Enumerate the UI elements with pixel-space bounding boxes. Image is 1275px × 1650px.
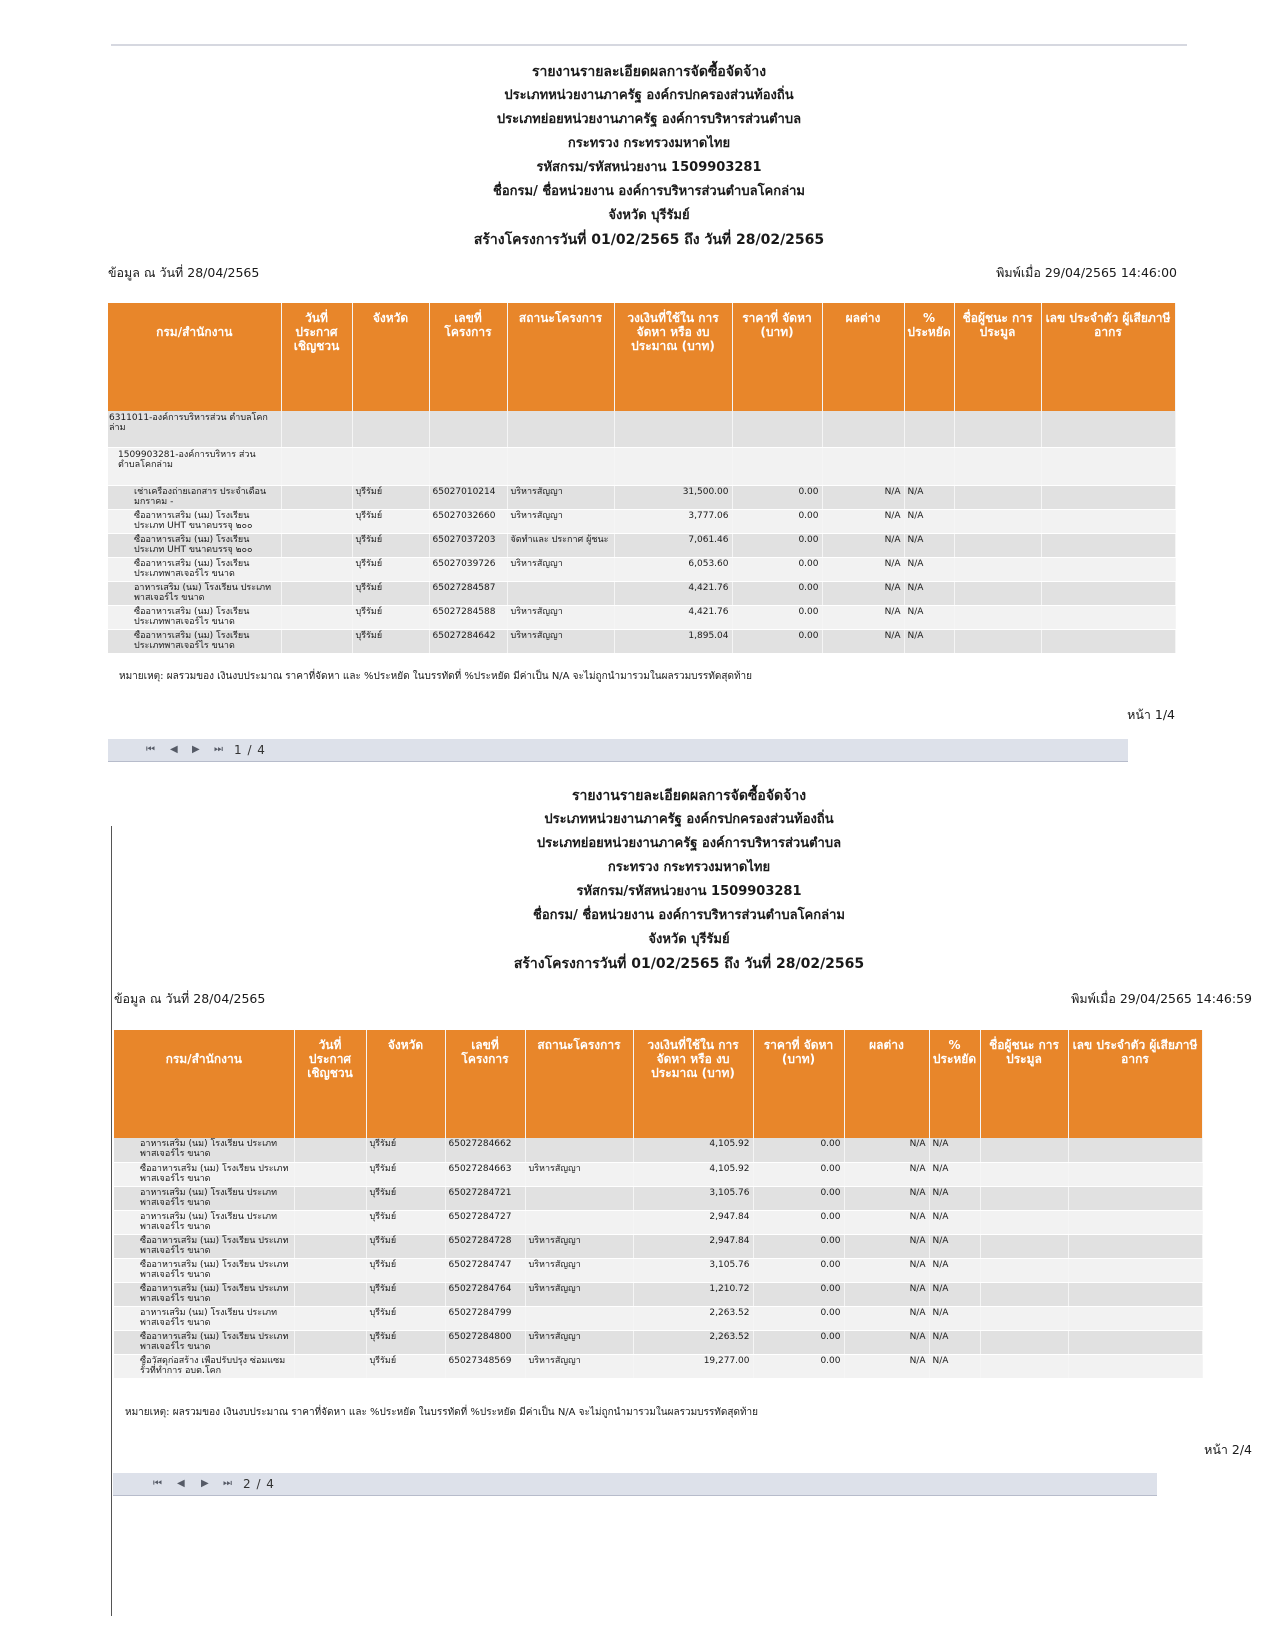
cell-winner <box>980 1306 1068 1330</box>
cell-province: บุรีรัมย์ <box>366 1138 445 1162</box>
data-as-of: ข้อมูล ณ วันที่ 28/04/2565 <box>114 991 266 1006</box>
results-table <box>108 303 1176 654</box>
cell-project-no: 65027284747 <box>445 1258 525 1282</box>
cell-diff: N/A <box>844 1282 929 1306</box>
cell-project-no <box>429 411 507 447</box>
cell-winner <box>954 485 1041 509</box>
cell-budget: 1,210.72 <box>633 1282 753 1306</box>
page-indicator: 2 / 4 <box>243 1477 275 1491</box>
cell-price: 0.00 <box>732 581 822 605</box>
cell-status <box>525 1210 633 1234</box>
cell-dept: อาหารเสริม (นม) โรงเรียน ประเภทพาสเจอร์ไร ขนาด <box>108 581 281 605</box>
cell-winner <box>980 1210 1068 1234</box>
next-page-icon[interactable]: ▶ <box>192 744 200 755</box>
table-header-row <box>114 1030 1202 1138</box>
results-table <box>114 1030 1203 1379</box>
cell-province: บุรีรัมย์ <box>352 485 429 509</box>
cell-dept: ซื้อวัสดุก่อสร้าง เพื่อปรับปรุง ซ่อมแซมรั้วที่ทำการ อบต.โคก <box>114 1354 294 1378</box>
cell-dept: ซื้ออาหารเสริม (นม) โรงเรียน ประเภทพาสเจอร์ไร ขนาด <box>114 1234 294 1258</box>
col-taxid: เลข ประจำตัว ผู้เสียภาษี อากร <box>1041 303 1175 411</box>
table-row <box>114 1138 1202 1162</box>
cell-pct-saved: N/A <box>904 557 954 581</box>
cell-winner <box>954 581 1041 605</box>
date-range: สร้างโครงการวันที่ 01/02/2565 ถึง วันที่ 28/02/2565 <box>473 232 825 248</box>
col-project-no: เลขที่ โครงการ <box>445 1030 525 1138</box>
page-number: หน้า 1/4 <box>1127 707 1175 722</box>
cell-announce-date <box>281 581 352 605</box>
col-diff: ผลต่าง <box>844 1030 929 1138</box>
col-project-no: เลขที่ โครงการ <box>429 303 507 411</box>
footnote: หมายเหตุ: ผลรวมของ เงินงบประมาณ ราคาที่จัดหา และ %ประหยัด ในบรรทัดที่ %ประหยัด มีค่าเป็น N/A จะไม่ถูกนำมารวมในผลรวมบรรทัดสุดท้าย <box>119 671 753 682</box>
cell-dept: เช่าเครื่องถ่ายเอกสาร ประจำเดือน มกราคม - <box>108 485 281 509</box>
cell-pct-saved: N/A <box>929 1234 980 1258</box>
first-page-icon[interactable]: ⏮ <box>153 1478 162 1489</box>
cell-budget: 4,421.76 <box>614 605 732 629</box>
cell-winner <box>980 1330 1068 1354</box>
ministry: กระทรวง กระทรวงมหาดไทย <box>567 136 731 151</box>
cell-dept: ซื้ออาหารเสริม (นม) โรงเรียน ประเภทพาสเจอร์ไร ขนาด <box>108 605 281 629</box>
table-row <box>108 605 1175 629</box>
cell-price: 0.00 <box>753 1354 844 1378</box>
cell-winner <box>954 509 1041 533</box>
prev-page-icon[interactable]: ◀ <box>177 1478 185 1489</box>
cell-announce-date <box>294 1258 366 1282</box>
report-title: รายงานรายละเอียดผลการจัดซื้อจัดจ้าง <box>531 64 767 80</box>
table-row <box>108 557 1175 581</box>
cell-budget: 31,500.00 <box>614 485 732 509</box>
cell-winner <box>954 557 1041 581</box>
table-row <box>114 1330 1202 1354</box>
cell-dept: 6311011-องค์การบริหารส่วน ตำบลโคกล่าม <box>108 411 281 447</box>
cell-price: 0.00 <box>753 1258 844 1282</box>
cell-diff: N/A <box>822 581 904 605</box>
cell-province: บุรีรัมย์ <box>352 581 429 605</box>
page-indicator: 1 / 4 <box>234 743 266 757</box>
cell-budget: 3,777.06 <box>614 509 732 533</box>
page-navigator <box>108 739 1128 762</box>
table-row <box>108 533 1175 557</box>
cell-status: บริหารสัญญา <box>507 509 614 533</box>
cell-dept: ซื้ออาหารเสริม (นม) โรงเรียน ประเภท UHT ขนาดบรรจุ ๒๐๐ <box>108 533 281 557</box>
col-province: จังหวัด <box>366 1030 445 1138</box>
cell-dept: ซื้ออาหารเสริม (นม) โรงเรียน ประเภทพาสเจอร์ไร ขนาด <box>114 1258 294 1282</box>
cell-budget: 19,277.00 <box>633 1354 753 1378</box>
cell-announce-date <box>281 509 352 533</box>
cell-announce-date <box>281 533 352 557</box>
cell-diff: N/A <box>822 485 904 509</box>
cell-taxid <box>1041 581 1175 605</box>
col-province: จังหวัด <box>352 303 429 411</box>
agency-type: ประเภทหน่วยงานภาครัฐ องค์กรปกครองส่วนท้องถิ่น <box>504 88 794 103</box>
cell-dept: ซื้ออาหารเสริม (นม) โรงเรียน ประเภทพาสเจอร์ไร ขนาด <box>108 557 281 581</box>
cell-dept: ซื้ออาหารเสริม (นม) โรงเรียน ประเภท UHT ขนาดบรรจุ ๒๐๐ <box>108 509 281 533</box>
cell-pct-saved: N/A <box>904 605 954 629</box>
cell-province: บุรีรัมย์ <box>366 1234 445 1258</box>
cell-announce-date <box>281 411 352 447</box>
agency-type: ประเภทหน่วยงานภาครัฐ องค์กรปกครองส่วนท้องถิ่น <box>544 812 834 827</box>
cell-project-no: 65027284663 <box>445 1162 525 1186</box>
province-line: จังหวัด บุรีรัมย์ <box>608 208 690 223</box>
cell-budget: 2,947.84 <box>633 1210 753 1234</box>
province-line: จังหวัด บุรีรัมย์ <box>648 932 730 947</box>
cell-province: บุรีรัมย์ <box>366 1186 445 1210</box>
cell-taxid <box>1068 1162 1202 1186</box>
cell-diff: N/A <box>822 557 904 581</box>
cell-budget: 4,105.92 <box>633 1162 753 1186</box>
date-range: สร้างโครงการวันที่ 01/02/2565 ถึง วันที่ 28/02/2565 <box>513 956 865 972</box>
cell-budget: 2,947.84 <box>633 1234 753 1258</box>
cell-project-no: 65027284799 <box>445 1306 525 1330</box>
cell-status: บริหารสัญญา <box>525 1258 633 1282</box>
cell-budget: 2,263.52 <box>633 1330 753 1354</box>
cell-pct-saved: N/A <box>904 581 954 605</box>
cell-status: บริหารสัญญา <box>525 1234 633 1258</box>
cell-taxid <box>1041 447 1175 485</box>
page-navigator <box>113 1473 1157 1496</box>
cell-province <box>352 411 429 447</box>
cell-status: บริหารสัญญา <box>525 1282 633 1306</box>
cell-announce-date <box>294 1282 366 1306</box>
col-pct-saved: % ประหยัด <box>904 303 954 411</box>
table-row <box>108 629 1175 653</box>
cell-pct-saved: N/A <box>929 1138 980 1162</box>
col-price: ราคาที่ จัดหา (บาท) <box>732 303 822 411</box>
cell-price: 0.00 <box>732 509 822 533</box>
last-page-icon[interactable]: ⏭ <box>214 744 223 755</box>
cell-taxid <box>1068 1186 1202 1210</box>
cell-province: บุรีรัมย์ <box>366 1258 445 1282</box>
cell-budget <box>614 447 732 485</box>
cell-pct-saved: N/A <box>929 1282 980 1306</box>
cell-diff: N/A <box>844 1234 929 1258</box>
cell-price: 0.00 <box>732 605 822 629</box>
cell-budget: 2,263.52 <box>633 1306 753 1330</box>
cell-pct-saved: N/A <box>929 1186 980 1210</box>
cell-winner <box>954 533 1041 557</box>
cell-project-no: 65027284662 <box>445 1138 525 1162</box>
cell-dept: ซื้ออาหารเสริม (นม) โรงเรียน ประเภทพาสเจอร์ไร ขนาด <box>114 1282 294 1306</box>
cell-winner <box>980 1138 1068 1162</box>
col-winner: ชื่อผู้ชนะ การประมูล <box>980 1030 1068 1138</box>
cell-taxid <box>1068 1210 1202 1234</box>
col-announce-date: วันที่ ประกาศ เชิญชวน <box>281 303 352 411</box>
cell-province: บุรีรัมย์ <box>352 605 429 629</box>
cell-status <box>507 581 614 605</box>
report-page-1 <box>108 44 1187 811</box>
first-page-icon[interactable]: ⏮ <box>146 744 155 755</box>
cell-dept: อาหารเสริม (นม) โรงเรียน ประเภทพาสเจอร์ไร ขนาด <box>114 1186 294 1210</box>
cell-announce-date <box>281 485 352 509</box>
cell-diff: N/A <box>844 1258 929 1282</box>
cell-winner <box>980 1258 1068 1282</box>
cell-province <box>352 447 429 485</box>
cell-province: บุรีรัมย์ <box>366 1210 445 1234</box>
col-diff: ผลต่าง <box>822 303 904 411</box>
cell-diff: N/A <box>822 533 904 557</box>
cell-dept: อาหารเสริม (นม) โรงเรียน ประเภทพาสเจอร์ไร ขนาด <box>114 1210 294 1234</box>
cell-taxid <box>1068 1354 1202 1378</box>
col-status: สถานะโครงการ <box>507 303 614 411</box>
report-header <box>111 60 1187 252</box>
cell-diff: N/A <box>844 1138 929 1162</box>
agency-subtype: ประเภทย่อยหน่วยงานภาครัฐ องค์การบริหารส่วนตำบล <box>496 112 802 127</box>
cell-diff: N/A <box>822 605 904 629</box>
cell-status: บริหารสัญญา <box>525 1162 633 1186</box>
printed-at: พิมพ์เมื่อ 29/04/2565 14:46:59 <box>1071 991 1252 1006</box>
cell-price: 0.00 <box>753 1234 844 1258</box>
cell-price: 0.00 <box>732 533 822 557</box>
cell-project-no: 65027284588 <box>429 605 507 629</box>
cell-price <box>732 411 822 447</box>
cell-winner <box>980 1354 1068 1378</box>
cell-announce-date <box>294 1306 366 1330</box>
cell-project-no: 65027032660 <box>429 509 507 533</box>
table-row <box>114 1234 1202 1258</box>
cell-project-no: 65027284642 <box>429 629 507 653</box>
cell-project-no: 65027284728 <box>445 1234 525 1258</box>
cell-status <box>507 411 614 447</box>
cell-price: 0.00 <box>753 1306 844 1330</box>
cell-project-no: 65027284764 <box>445 1282 525 1306</box>
cell-taxid <box>1041 509 1175 533</box>
cell-price: 0.00 <box>732 485 822 509</box>
cell-pct-saved <box>904 447 954 485</box>
cell-pct-saved: N/A <box>929 1354 980 1378</box>
cell-project-no: 65027037203 <box>429 533 507 557</box>
cell-pct-saved: N/A <box>904 533 954 557</box>
cell-pct-saved: N/A <box>904 509 954 533</box>
cell-price: 0.00 <box>753 1186 844 1210</box>
cell-pct-saved: N/A <box>904 629 954 653</box>
cell-budget: 1,895.04 <box>614 629 732 653</box>
cell-status: บริหารสัญญา <box>507 629 614 653</box>
agency-name: ชื่อกรม/ ชื่อหน่วยงาน องค์การบริหารส่วนตำบลโคกล่าม <box>533 908 845 923</box>
cell-diff <box>822 411 904 447</box>
cell-pct-saved: N/A <box>929 1330 980 1354</box>
cell-status <box>525 1306 633 1330</box>
cell-announce-date <box>281 447 352 485</box>
cell-status: บริหารสัญญา <box>525 1330 633 1354</box>
cell-winner <box>954 447 1041 485</box>
agency-code: รหัสกรม/รหัสหน่วยงาน 1509903281 <box>576 884 802 899</box>
cell-price: 0.00 <box>753 1138 844 1162</box>
cell-diff: N/A <box>822 629 904 653</box>
cell-announce-date <box>281 605 352 629</box>
cell-budget: 4,421.76 <box>614 581 732 605</box>
cell-diff: N/A <box>844 1354 929 1378</box>
cell-project-no: 65027348569 <box>445 1354 525 1378</box>
cell-dept: อาหารเสริม (นม) โรงเรียน ประเภทพาสเจอร์ไร ขนาด <box>114 1138 294 1162</box>
cell-announce-date <box>294 1330 366 1354</box>
table-row <box>114 1354 1202 1378</box>
cell-winner <box>980 1282 1068 1306</box>
cell-dept: อาหารเสริม (นม) โรงเรียน ประเภทพาสเจอร์ไร ขนาด <box>114 1306 294 1330</box>
cell-status: บริหารสัญญา <box>507 605 614 629</box>
cell-status <box>507 447 614 485</box>
cell-pct-saved: N/A <box>904 485 954 509</box>
cell-winner <box>954 629 1041 653</box>
cell-announce-date <box>294 1162 366 1186</box>
table-row <box>108 581 1175 605</box>
table-row <box>114 1282 1202 1306</box>
cell-winner <box>980 1186 1068 1210</box>
cell-province: บุรีรัมย์ <box>366 1306 445 1330</box>
cell-pct-saved <box>904 411 954 447</box>
cell-winner <box>980 1162 1068 1186</box>
ministry: กระทรวง กระทรวงมหาดไทย <box>607 860 771 875</box>
cell-diff: N/A <box>844 1210 929 1234</box>
table-row <box>114 1186 1202 1210</box>
cell-status: บริหารสัญญา <box>525 1354 633 1378</box>
cell-taxid <box>1068 1138 1202 1162</box>
cell-budget <box>614 411 732 447</box>
cell-pct-saved: N/A <box>929 1258 980 1282</box>
cell-province: บุรีรัมย์ <box>352 509 429 533</box>
cell-winner <box>954 411 1041 447</box>
cell-diff: N/A <box>844 1306 929 1330</box>
table-row <box>108 485 1175 509</box>
cell-winner <box>980 1234 1068 1258</box>
cell-winner <box>954 605 1041 629</box>
cell-project-no: 65027039726 <box>429 557 507 581</box>
col-announce-date: วันที่ ประกาศ เชิญชวน <box>294 1030 366 1138</box>
cell-price: 0.00 <box>732 557 822 581</box>
cell-project-no: 65027284721 <box>445 1186 525 1210</box>
cell-pct-saved: N/A <box>929 1210 980 1234</box>
cell-province: บุรีรัมย์ <box>366 1162 445 1186</box>
cell-diff: N/A <box>844 1186 929 1210</box>
agency-name: ชื่อกรม/ ชื่อหน่วยงาน องค์การบริหารส่วนตำบลโคกล่าม <box>493 184 805 199</box>
cell-diff: N/A <box>844 1162 929 1186</box>
cell-announce-date <box>294 1138 366 1162</box>
next-page-icon[interactable]: ▶ <box>201 1478 209 1489</box>
cell-diff: N/A <box>822 509 904 533</box>
cell-pct-saved: N/A <box>929 1162 980 1186</box>
cell-taxid <box>1068 1282 1202 1306</box>
cell-price <box>732 447 822 485</box>
cell-project-no: 65027284727 <box>445 1210 525 1234</box>
table-row <box>114 1162 1202 1186</box>
cell-taxid <box>1041 629 1175 653</box>
cell-status: จัดทำและ ประกาศ ผู้ชนะ <box>507 533 614 557</box>
cell-announce-date <box>294 1186 366 1210</box>
cell-pct-saved: N/A <box>929 1306 980 1330</box>
agency-code: รหัสกรม/รหัสหน่วยงาน 1509903281 <box>536 160 762 175</box>
col-status: สถานะโครงการ <box>525 1030 633 1138</box>
col-pct-saved: % ประหยัด <box>929 1030 980 1138</box>
last-page-icon[interactable]: ⏭ <box>223 1478 232 1489</box>
cell-diff <box>822 447 904 485</box>
col-budget: วงเงินที่ใช้ใน การจัดหา หรือ งบประมาณ (บาท) <box>633 1030 753 1138</box>
cell-price: 0.00 <box>753 1162 844 1186</box>
cell-announce-date <box>294 1354 366 1378</box>
cell-budget: 3,105.76 <box>633 1258 753 1282</box>
cell-taxid <box>1041 411 1175 447</box>
cell-dept: ซื้ออาหารเสริม (นม) โรงเรียน ประเภทพาสเจอร์ไร ขนาด <box>108 629 281 653</box>
cell-province: บุรีรัมย์ <box>352 533 429 557</box>
dept-group-row <box>108 411 1175 447</box>
table-row <box>108 509 1175 533</box>
cell-province: บุรีรัมย์ <box>366 1354 445 1378</box>
col-dept: กรม/สำนักงาน <box>108 303 281 411</box>
col-winner: ชื่อผู้ชนะ การประมูล <box>954 303 1041 411</box>
cell-taxid <box>1068 1330 1202 1354</box>
table-row <box>114 1258 1202 1282</box>
prev-page-icon[interactable]: ◀ <box>170 744 178 755</box>
cell-taxid <box>1068 1234 1202 1258</box>
cell-budget: 7,061.46 <box>614 533 732 557</box>
cell-taxid <box>1068 1258 1202 1282</box>
cell-announce-date <box>281 557 352 581</box>
cell-dept: ซื้ออาหารเสริม (นม) โรงเรียน ประเภทพาสเจอร์ไร ขนาด <box>114 1162 294 1186</box>
cell-taxid <box>1041 557 1175 581</box>
agency-group-row <box>108 447 1175 485</box>
page-number: หน้า 2/4 <box>1204 1442 1252 1457</box>
cell-announce-date <box>281 629 352 653</box>
agency-subtype: ประเภทย่อยหน่วยงานภาครัฐ องค์การบริหารส่วนตำบล <box>536 836 842 851</box>
cell-province: บุรีรัมย์ <box>366 1282 445 1306</box>
cell-province: บุรีรัมย์ <box>352 629 429 653</box>
cell-price: 0.00 <box>732 629 822 653</box>
cell-announce-date <box>294 1234 366 1258</box>
report-header-2 <box>121 784 1257 976</box>
cell-budget: 4,105.92 <box>633 1138 753 1162</box>
cell-project-no <box>429 447 507 485</box>
cell-taxid <box>1068 1306 1202 1330</box>
cell-taxid <box>1041 533 1175 557</box>
cell-status <box>525 1186 633 1210</box>
cell-province: บุรีรัมย์ <box>366 1330 445 1354</box>
table-row <box>114 1306 1202 1330</box>
cell-status: บริหารสัญญา <box>507 557 614 581</box>
cell-price: 0.00 <box>753 1210 844 1234</box>
col-budget: วงเงินที่ใช้ใน การจัดหา หรือ งบประมาณ (บาท) <box>614 303 732 411</box>
cell-project-no: 65027010214 <box>429 485 507 509</box>
cell-budget: 3,105.76 <box>633 1186 753 1210</box>
cell-status: บริหารสัญญา <box>507 485 614 509</box>
col-price: ราคาที่ จัดหา (บาท) <box>753 1030 844 1138</box>
cell-dept: ซื้ออาหารเสริม (นม) โรงเรียน ประเภทพาสเจอร์ไร ขนาด <box>114 1330 294 1354</box>
col-dept: กรม/สำนักงาน <box>114 1030 294 1138</box>
footnote: หมายเหตุ: ผลรวมของ เงินงบประมาณ ราคาที่จัดหา และ %ประหยัด ในบรรทัดที่ %ประหยัด มีค่าเป็น N/A จะไม่ถูกนำมารวมในผลรวมบรรทัดสุดท้าย <box>125 1407 759 1418</box>
cell-price: 0.00 <box>753 1282 844 1306</box>
cell-price: 0.00 <box>753 1330 844 1354</box>
report-title: รายงานรายละเอียดผลการจัดซื้อจัดจ้าง <box>571 788 807 804</box>
cell-dept: 1509903281-องค์การบริหาร ส่วนตำบลโคกล่าม <box>108 447 281 485</box>
cell-budget: 6,053.60 <box>614 557 732 581</box>
cell-taxid <box>1041 605 1175 629</box>
cell-project-no: 65027284587 <box>429 581 507 605</box>
data-as-of: ข้อมูล ณ วันที่ 28/04/2565 <box>108 265 260 280</box>
col-taxid: เลข ประจำตัว ผู้เสียภาษี อากร <box>1068 1030 1202 1138</box>
table-row <box>114 1210 1202 1234</box>
cell-project-no: 65027284800 <box>445 1330 525 1354</box>
cell-province: บุรีรัมย์ <box>352 557 429 581</box>
printed-at: พิมพ์เมื่อ 29/04/2565 14:46:00 <box>996 265 1177 280</box>
cell-taxid <box>1041 485 1175 509</box>
cell-diff: N/A <box>844 1330 929 1354</box>
table-header-row <box>108 303 1175 411</box>
cell-status <box>525 1138 633 1162</box>
report-page-2-content <box>111 784 1252 1614</box>
cell-announce-date <box>294 1210 366 1234</box>
